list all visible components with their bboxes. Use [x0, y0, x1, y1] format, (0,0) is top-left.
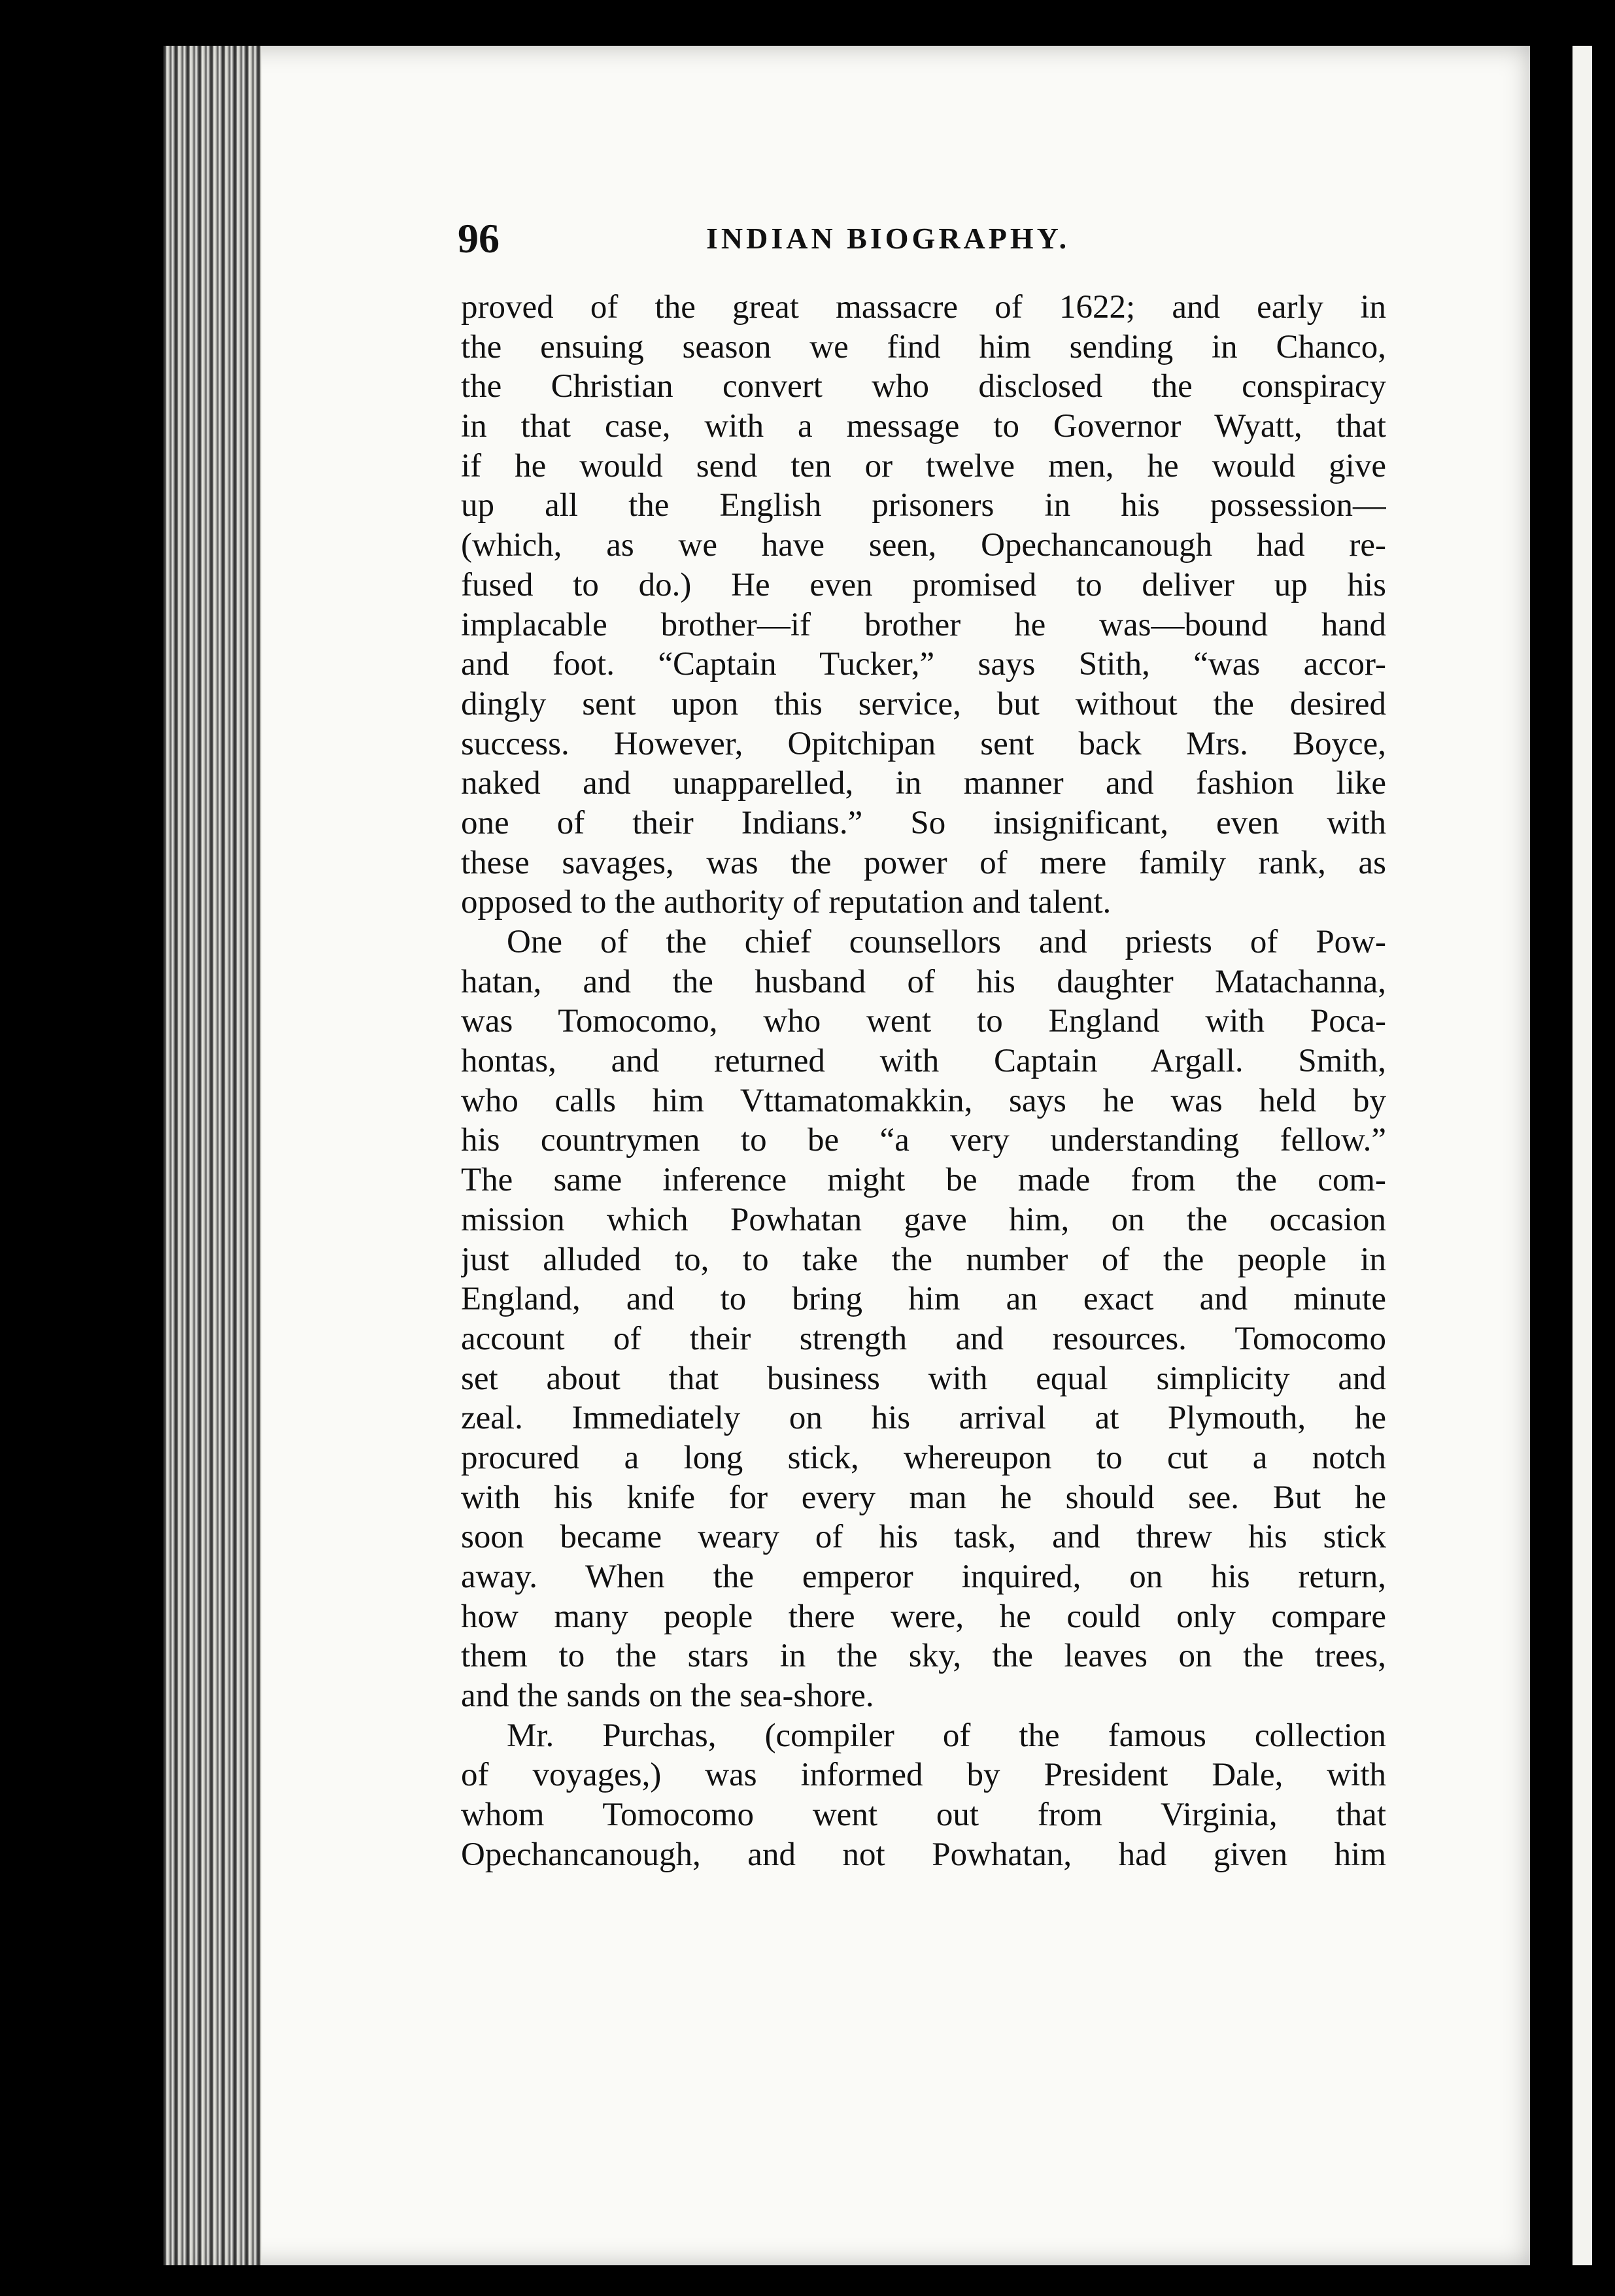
text-line: proved of the great massacre of 1622; and early in [461, 289, 1386, 326]
text-line: and foot. “Captain Tucker,” says Stith, “was accor- [461, 646, 1386, 683]
text-line: dingly sent upon this service, but without the desired [461, 685, 1386, 722]
running-title: INDIAN BIOGRAPHY. [706, 222, 1070, 255]
facing-page-edge [1572, 46, 1592, 2265]
text-line: who calls him Vttamatomakkin, says he was held by [461, 1082, 1386, 1119]
text-line: the ensuing season we find him sending in Chanco, [461, 328, 1386, 365]
text-line: of voyages,) was informed by President Dale, with [461, 1757, 1386, 1794]
text-line: The same inference might be made from the com- [461, 1162, 1386, 1199]
body-text [461, 288, 1386, 1875]
text-line: zeal. Immediately on his arrival at Plymouth, he [461, 1400, 1386, 1437]
text-line: his countrymen to be “a very understanding fellow.” [461, 1122, 1386, 1159]
text-line: Opechancanough, and not Powhatan, had given him [461, 1836, 1386, 1873]
text-line: one of their Indians.” So insignificant, even with [461, 804, 1386, 841]
text-line: England, and to bring him an exact and minute [461, 1281, 1386, 1318]
book-binding-edge [163, 46, 262, 2265]
text-line: procured a long stick, whereupon to cut a notch [461, 1439, 1386, 1476]
text-line: One of the chief counsellors and priests of Pow- [507, 924, 1386, 960]
text-line: was Tomocomo, who went to England with Poca- [461, 1003, 1386, 1040]
text-line: and the sands on the sea-shore. [461, 1678, 874, 1715]
page-number: 96 [458, 215, 500, 262]
text-line: the Christian convert who disclosed the conspiracy [461, 368, 1386, 405]
text-line: just alluded to, to take the number of the people in [461, 1241, 1386, 1278]
page-header [458, 209, 1380, 268]
text-line: if he would send ten or twelve men, he would give [461, 447, 1386, 484]
text-line: success. However, Opitchipan sent back Mrs. Boyce, [461, 725, 1386, 762]
text-line: in that case, with a message to Governor Wyatt, that [461, 408, 1386, 445]
text-line: naked and unapparelled, in manner and fashion like [461, 765, 1386, 802]
text-line: these savages, was the power of mere family rank, as [461, 844, 1386, 881]
text-line: with his knife for every man he should see. But he [461, 1479, 1386, 1516]
text-line: set about that business with equal simplicity and [461, 1360, 1386, 1397]
text-line: soon became weary of his task, and threw his stick [461, 1519, 1386, 1556]
text-line: opposed to the authority of reputation and talent. [461, 884, 1112, 921]
text-line: account of their strength and resources. Tomocomo [461, 1320, 1386, 1357]
text-line: hontas, and returned with Captain Argall. Smith, [461, 1043, 1386, 1080]
text-line: implacable brother—if brother he was—bound hand [461, 606, 1386, 643]
text-line: mission which Powhatan gave him, on the occasion [461, 1201, 1386, 1238]
text-line: (which, as we have seen, Opechancanough had re- [461, 527, 1386, 564]
text-line: whom Tomocomo went out from Virginia, that [461, 1797, 1386, 1834]
text-line: them to the stars in the sky, the leaves on the trees, [461, 1638, 1386, 1675]
text-line: up all the English prisoners in his possession— [461, 487, 1386, 524]
text-line: away. When the emperor inquired, on his return, [461, 1559, 1386, 1595]
text-line: hatan, and the husband of his daughter Matachanna, [461, 963, 1386, 1000]
text-line: Mr. Purchas, (compiler of the famous collection [507, 1717, 1386, 1754]
text-line: how many people there were, he could only compare [461, 1598, 1386, 1635]
text-line: fused to do.) He even promised to deliver up his [461, 566, 1386, 603]
